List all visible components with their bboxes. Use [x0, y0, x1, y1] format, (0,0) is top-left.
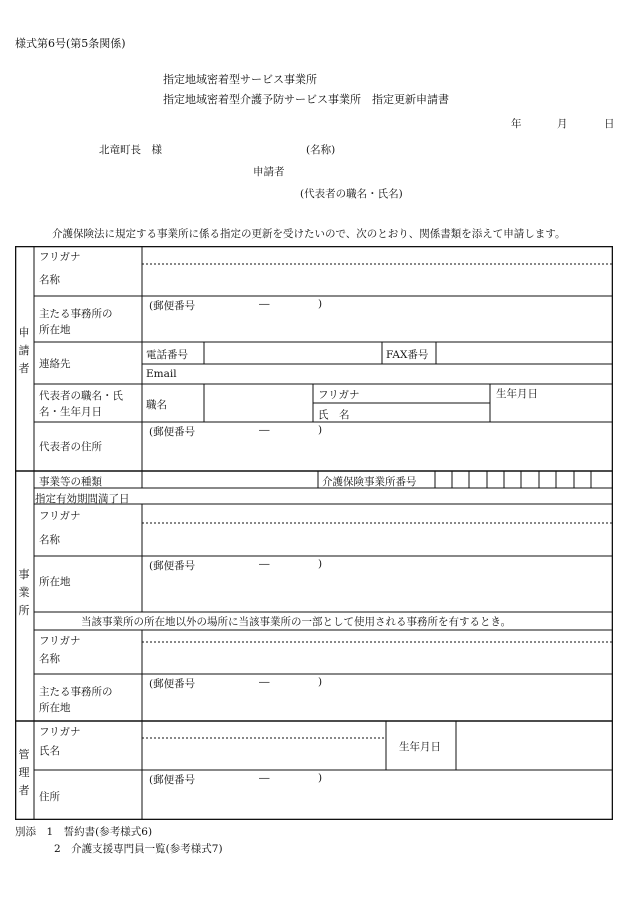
manager-postal-close: ): [318, 772, 323, 784]
manager-furigana-label: フリガナ: [39, 726, 81, 738]
applicant-office-label-1: 主たる事務所の: [39, 308, 113, 320]
attachment-line-1: 別添 1 誓約書(参考様式6): [15, 826, 153, 838]
rep-title-label-2: 名・生年月日: [39, 406, 102, 418]
care-number-label: 介護保険事業所番号: [322, 476, 417, 488]
business-section-label: 事 業 所: [18, 568, 30, 617]
job-title-label: 職名: [146, 399, 167, 411]
phone-label: 電話番号: [146, 349, 188, 361]
applicant-postal-label: (郵便番号: [149, 300, 196, 312]
business-name-label: 名称: [39, 534, 60, 546]
other-office-note: 当該事業所の所在地以外の場所に当該事業所の一部として使用される事務所を有するとき。: [81, 616, 512, 628]
rep-furigana-label: フリガナ: [318, 389, 360, 401]
manager-address-label: 住所: [39, 791, 60, 803]
rep-birthdate-label: 生年月日: [496, 388, 538, 400]
manager-postal-label: (郵便番号: [149, 774, 196, 786]
business-name2-label: 名称: [39, 653, 60, 665]
contact-label: 連絡先: [39, 358, 71, 370]
business-postal-label: (郵便番号: [149, 560, 196, 572]
rep-name-label: 氏 名: [318, 409, 350, 421]
applicant-label: 申請者: [253, 166, 285, 178]
fax-label: FAX番号: [386, 349, 429, 361]
expiry-label: 指定有効期間満了日: [35, 493, 130, 505]
application-form-table: [15, 246, 613, 820]
business-office-label-2: 所在地: [39, 702, 71, 714]
manager-name-label: 氏名: [39, 745, 60, 757]
applicant-section-label: 申 請 者: [18, 326, 30, 375]
business-office-postal-dash: ―: [259, 676, 270, 688]
form-grid-lines: [15, 246, 613, 820]
business-postal-close: ): [318, 558, 323, 570]
business-office-postal-label: (郵便番号: [149, 678, 196, 690]
business-furigana2-label: フリガナ: [39, 635, 81, 647]
manager-postal-dash: ―: [259, 772, 270, 784]
applicant-name-field-label: 名称: [39, 274, 60, 286]
applicant-furigana-label: フリガナ: [39, 251, 81, 263]
business-location-label: 所在地: [39, 576, 71, 588]
representative-label: (代表者の職名・氏名): [300, 188, 403, 200]
manager-section-label: 管 理 者: [18, 748, 30, 797]
attachment-line-2: 2 介護支援専門員一覧(参考様式7): [54, 843, 223, 855]
applicant-office-label-2: 所在地: [39, 324, 71, 336]
rep-postal-dash: ―: [259, 424, 270, 436]
title-line-2: 指定地域密着型介護予防サービス事業所 指定更新申請書: [163, 93, 449, 106]
business-postal-dash: ―: [259, 558, 270, 570]
business-type-label: 事業等の種類: [39, 476, 102, 488]
addressee: 北竜町長 様: [99, 144, 162, 156]
rep-address-label: 代表者の住所: [39, 441, 102, 453]
applicant-postal-dash: ―: [259, 298, 270, 310]
manager-birthdate-label: 生年月日: [399, 741, 441, 753]
rep-postal-label: (郵便番号: [149, 426, 196, 438]
form-number: 様式第6号(第5条関係): [15, 37, 126, 50]
rep-postal-close: ): [318, 424, 323, 436]
email-label: Email: [146, 368, 177, 380]
title-line-1: 指定地域密着型サービス事業所: [163, 73, 317, 86]
intro-text: 介護保険法に規定する事業所に係る指定の更新を受けたいので、次のとおり、関係書類を添えて申請します。: [52, 228, 566, 240]
business-furigana-label: フリガナ: [39, 510, 81, 522]
applicant-postal-close: ): [318, 298, 323, 310]
date-year-label: 年: [511, 118, 522, 130]
date-day-label: 日: [604, 118, 615, 130]
business-office-label-1: 主たる事務所の: [39, 686, 113, 698]
applicant-name-label: (名称): [306, 144, 336, 156]
business-office-postal-close: ): [318, 676, 323, 688]
rep-title-label-1: 代表者の職名・氏: [39, 390, 123, 402]
date-month-label: 月: [557, 118, 568, 130]
